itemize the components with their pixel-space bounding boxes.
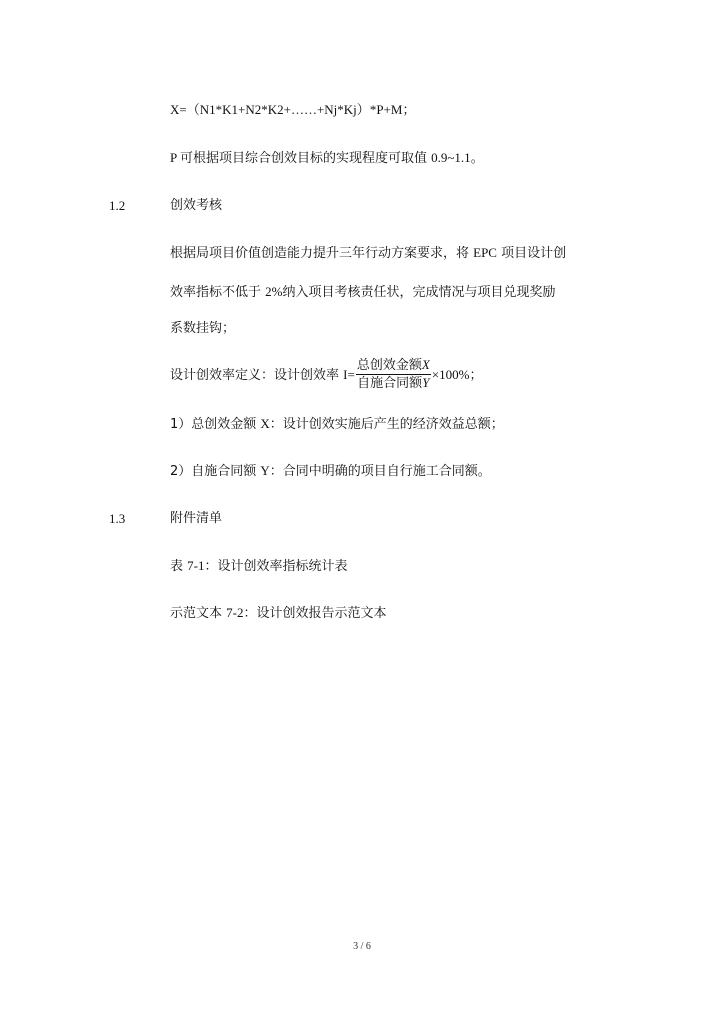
formula-body: N1*K1+N2*K2+……+Nj*Kj [199,102,357,117]
attachment-item-2 [170,604,387,623]
definition-label: 设计创效率定义：设计创效率 [170,368,344,383]
p-end: 。 [470,151,484,166]
formula-line [170,101,415,120]
denominator-text: 自施合同额 [357,376,423,391]
attachment-text: ：设计创效报告示范文本 [243,606,387,621]
paragraph-line-2 [170,283,556,302]
section-title-1-3: 附件清单 [170,511,223,526]
page-number: 3 / 6 [353,941,371,952]
paragraph-line-3: 系数挂钩； [170,321,236,336]
attachment-text: 表 [170,559,188,574]
numerator-text: 总创效金额 [356,358,422,373]
list-item-text: ：合同中明确的项目自行施工合同额。 [269,464,491,479]
list-item-text: 2）自施合同额 [170,464,261,479]
p-coefficient-line [170,149,484,168]
percent-text: 2% [265,284,283,299]
list-item-var: Y [260,463,270,478]
formula-close: ） [356,103,370,118]
definition-tail: ×100% [431,367,470,382]
definition-var: I= [343,367,355,382]
attachment-number: 7-1 [187,558,205,573]
attachment-text: ：设计创效率指标统计表 [204,559,348,574]
section-title-1-2: 创效考核 [170,198,223,213]
list-item-text: ：设计创效实施后产生的经济效益总额； [269,417,504,432]
p-symbol: P [170,150,180,165]
attachment-item-1 [170,557,348,576]
formula-suffix: *P+M [369,102,403,117]
section-number-1-3: 1.3 [109,511,126,526]
list-item-2 [170,462,491,481]
fraction-numerator [356,357,431,375]
section-number-1-2: 1.2 [109,198,126,213]
denominator-var: Y [422,375,430,390]
p-description: 可根据项目综合创效目标的实现程度可取值 [180,151,432,166]
numerator-var: X [421,357,430,372]
formula-prefix: X=（ [170,102,200,117]
paragraph-text: 效率指标不低于 [170,285,266,300]
list-item-1 [170,415,504,434]
formula-end: ； [402,103,416,118]
paragraph-text: 项目设计创 [496,246,567,261]
fraction-denominator [356,375,431,392]
list-item-var: X [260,416,270,431]
attachment-text: 示范文本 [170,606,227,621]
paragraph-line-1 [170,244,566,263]
definition-end: ； [469,368,483,383]
fraction [356,357,431,392]
p-range: 0.9~1.1 [431,150,471,165]
attachment-number: 7-2 [226,605,244,620]
paragraph-text: 纳入项目考核责任状，完成情况与项目兑现奖励 [282,285,556,300]
epc-text: EPC [473,245,497,260]
paragraph-text: 根据局项目价值创造能力提升三年行动方案要求，将 [170,246,474,261]
list-item-text: 1）总创效金额 [170,417,261,432]
definition-line [170,357,482,394]
